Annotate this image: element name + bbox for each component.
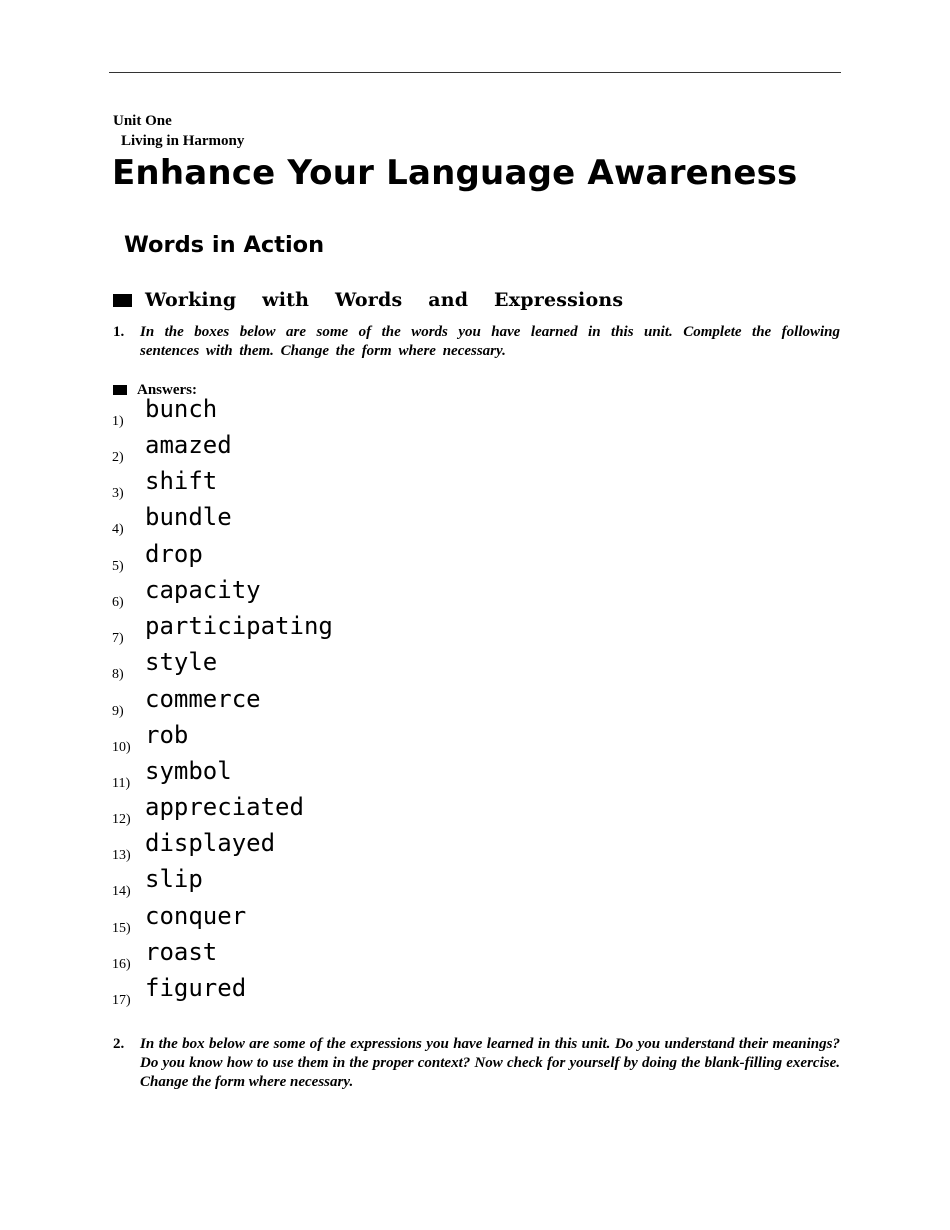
- square-bullet-icon: [113, 294, 132, 307]
- answer-number: 1): [112, 414, 124, 429]
- answer-number: 3): [112, 486, 124, 501]
- answer-number: 2): [112, 450, 124, 465]
- unit-label: Unit One: [113, 113, 172, 129]
- answer-number: 15): [112, 921, 131, 936]
- instruction-text: In the box below are some of the expressions you have learned in this unit. Do you understand their meanings? Do you know how to use them in the proper context? Now check for yourself by doing the blank-filling exercise. Change the form where necessary.: [140, 1036, 840, 1090]
- answer-item: [112, 721, 512, 757]
- answers-label: Answers:: [137, 381, 197, 398]
- answer-item: [112, 902, 512, 938]
- answer-item: [112, 612, 512, 648]
- answer-item: [112, 503, 512, 539]
- answer-word: slip: [145, 865, 203, 893]
- answer-number: 10): [112, 740, 131, 755]
- answer-number: 7): [112, 631, 124, 646]
- answer-item: [112, 576, 512, 612]
- answer-number: 8): [112, 667, 124, 682]
- answer-word: roast: [145, 938, 218, 966]
- answer-word: drop: [145, 540, 203, 568]
- answer-number: 17): [112, 993, 131, 1008]
- answer-number: 4): [112, 522, 124, 537]
- answer-item: [112, 865, 512, 901]
- answer-item: [112, 648, 512, 684]
- section-title: Words in Action: [124, 232, 325, 258]
- answer-item: [112, 938, 512, 974]
- answer-item: [112, 829, 512, 865]
- section-heading: [113, 287, 623, 313]
- answer-word: style: [145, 648, 218, 676]
- answer-word: commerce: [145, 685, 261, 713]
- answer-word: rob: [145, 721, 189, 749]
- answer-word: appreciated: [145, 793, 304, 821]
- instruction-number: 2.: [113, 1036, 125, 1052]
- instruction-text: In the boxes below are some of the words you have learned in this unit. Complete the following sentences with them. Change the form where necessary.: [140, 324, 840, 359]
- answer-word: bundle: [145, 503, 232, 531]
- answer-number: 5): [112, 559, 124, 574]
- answer-item: [112, 467, 512, 503]
- answer-word: shift: [145, 467, 218, 495]
- answer-number: 6): [112, 595, 124, 610]
- instruction-2: [113, 1035, 840, 1092]
- answer-number: 12): [112, 812, 131, 827]
- answer-item: [112, 757, 512, 793]
- section-heading-text: Working with Words and Expressions: [145, 289, 624, 311]
- answer-item: [112, 395, 512, 431]
- square-bullet-icon: [113, 385, 127, 395]
- answer-word: participating: [145, 612, 333, 640]
- answer-word: displayed: [145, 829, 276, 857]
- answer-word: conquer: [145, 902, 247, 930]
- instruction-1: [113, 323, 840, 361]
- answer-number: 9): [112, 704, 124, 719]
- answer-word: bunch: [145, 395, 218, 423]
- instruction-number: 1.: [113, 324, 125, 340]
- answer-number: 16): [112, 957, 131, 972]
- page-title: Enhance Your Language Awareness: [112, 153, 798, 193]
- answer-word: capacity: [145, 576, 261, 604]
- unit-subtitle: Living in Harmony: [121, 133, 245, 149]
- answer-item: [112, 540, 512, 576]
- answer-item: [112, 793, 512, 829]
- answer-item: [112, 974, 512, 1010]
- answer-item: [112, 431, 512, 467]
- answer-item: [112, 685, 512, 721]
- answer-word: symbol: [145, 757, 232, 785]
- answer-number: 13): [112, 848, 131, 863]
- answer-number: 14): [112, 884, 131, 899]
- answer-word: amazed: [145, 431, 232, 459]
- answer-number: 11): [112, 776, 131, 791]
- answer-word: figured: [145, 974, 247, 1002]
- top-rule: [109, 72, 841, 73]
